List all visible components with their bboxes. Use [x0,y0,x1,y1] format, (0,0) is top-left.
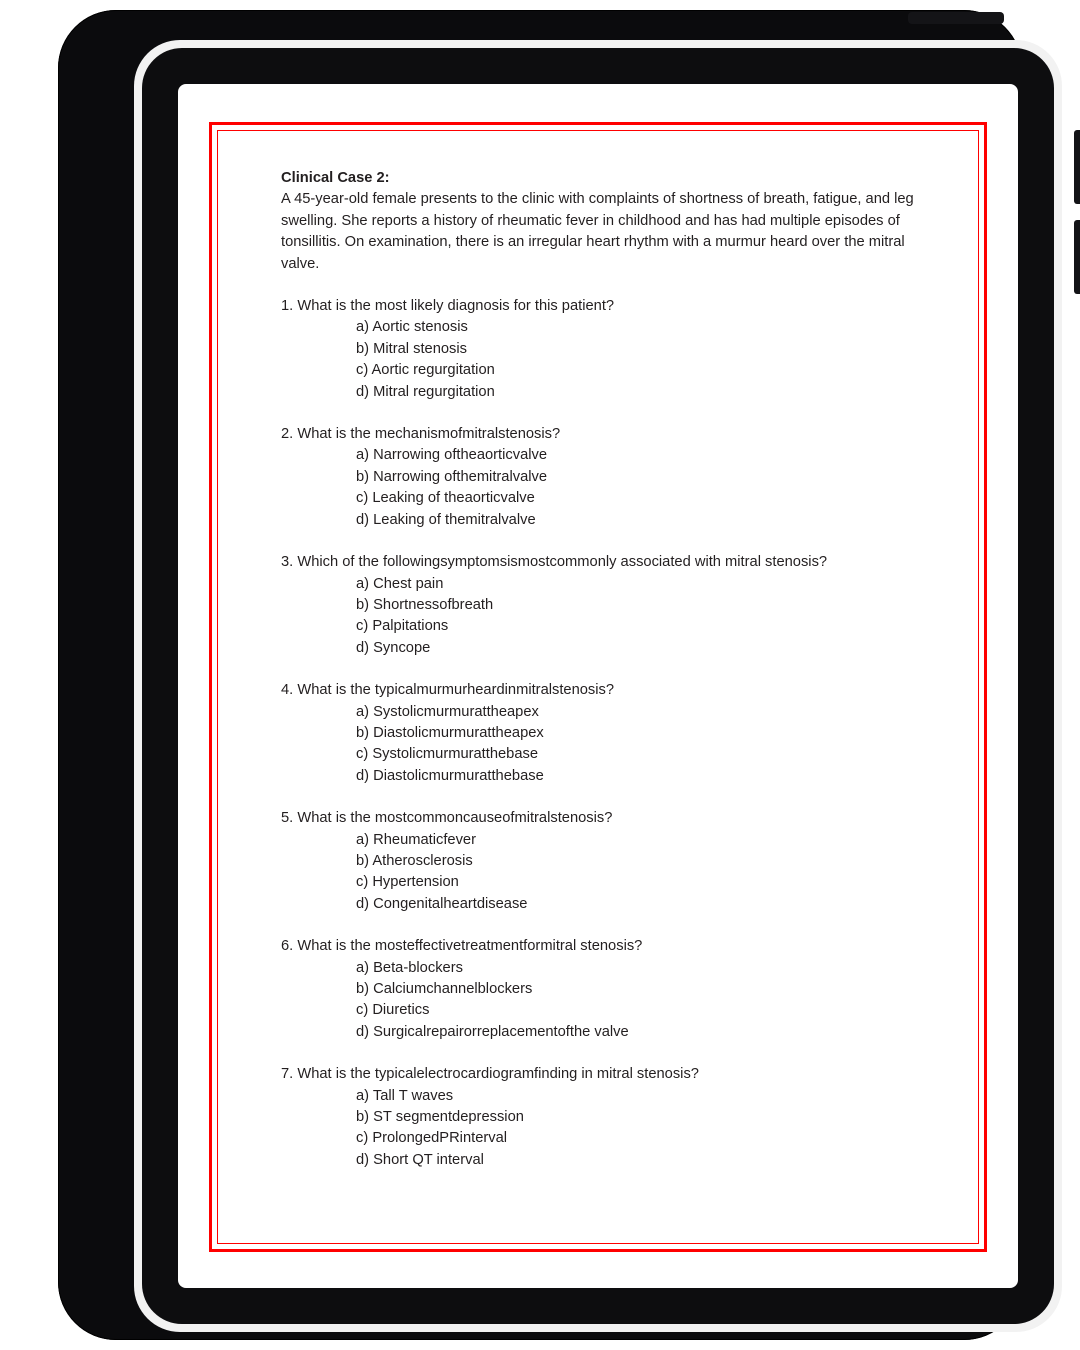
question-text: 6. What is the mosteffectivetreatmentformitral stenosis? [281,938,643,955]
question-text: 2. What is the mechanismofmitralstenosis? [281,426,561,443]
option-a[interactable]: a) Systolicmurmurattheapex [356,703,539,720]
option-b[interactable]: b) Atherosclerosis [356,852,473,869]
option-a[interactable]: a) Chest pain [356,575,444,592]
option-d[interactable]: d) Diastolicmurmuratthebase [356,767,544,784]
power-button[interactable] [908,12,1004,24]
question-text: 7. What is the typicalelectrocardiogramfinding in mitral stenosis? [281,1066,699,1083]
option-b[interactable]: b) Diastolicmurmurattheapex [356,724,544,741]
option-d[interactable]: d) Mitral regurgitation [356,383,495,400]
option-c[interactable]: c) Systolicmurmuratthebase [356,746,539,763]
question-block-3 [281,552,931,659]
option-b[interactable]: b) ST segmentdepression [356,1109,524,1126]
question-block-2 [281,424,931,531]
option-a[interactable]: a) Beta-blockers [356,959,463,976]
option-b[interactable]: b) Calciumchannelblockers [356,981,533,997]
option-c[interactable]: c) ProlongedPRinterval [356,1130,508,1147]
option-b[interactable]: b) Shortnessofbreath [356,596,494,613]
option-c[interactable]: c) Palpitations [356,618,449,635]
case-title: Clinical Case 2: [281,170,390,186]
option-a[interactable]: a) Narrowing oftheaorticvalve [356,447,548,464]
question-text: 1. What is the most likely diagnosis for this patient? [281,298,615,315]
option-a[interactable]: a) Aortic stenosis [356,319,468,336]
volume-up-button[interactable] [1074,130,1080,204]
document-page-border-inner [217,130,979,1244]
option-b[interactable]: b) Mitral stenosis [356,340,468,357]
volume-down-button[interactable] [1074,220,1080,294]
option-a[interactable]: a) Rheumaticfever [356,831,476,848]
case-stem: A 45-year-old female presents to the clinic with complaints of shortness of breath, fatigue, and leg swelling. She reports a history of rheumatic fever in childhood and has had multiple episodes of tonsillitis. On examination, there is an irregular heart rhythm with a murmur heard over the mitral valve. [281,191,914,272]
question-block-7 [281,1064,931,1171]
tablet-frame [58,10,1022,1340]
option-d[interactable]: d) Short QT interval [356,1151,484,1168]
question-block-4 [281,680,931,787]
tablet-screen [178,84,1018,1288]
question-text: 4. What is the typicalmurmurheardinmitralstenosis? [281,682,615,699]
option-c[interactable]: c) Hypertension [356,874,459,891]
option-c[interactable]: c) Aortic regurgitation [356,362,495,379]
option-d[interactable]: d) Congenitalheartdisease [356,895,528,912]
question-text: 3. Which of the followingsymptomsismostcommonly associated with mitral stenosis? [281,554,828,571]
document-content [281,168,931,1171]
option-d[interactable]: d) Leaking of themitralvalve [356,511,536,528]
option-d[interactable]: d) Surgicalrepairorreplacementofthe valve [356,1023,629,1040]
document-page [209,122,987,1252]
option-c[interactable]: c) Diuretics [356,1002,430,1019]
question-block-5 [281,808,931,915]
option-b[interactable]: b) Narrowing ofthemitralvalve [356,468,548,485]
option-a[interactable]: a) Tall T waves [356,1087,454,1104]
question-block-6 [281,936,931,1043]
option-c[interactable]: c) Leaking of theaorticvalve [356,490,535,507]
question-block-1 [281,296,931,403]
option-d[interactable]: d) Syncope [356,639,431,656]
question-text: 5. What is the mostcommoncauseofmitralstenosis? [281,810,613,827]
